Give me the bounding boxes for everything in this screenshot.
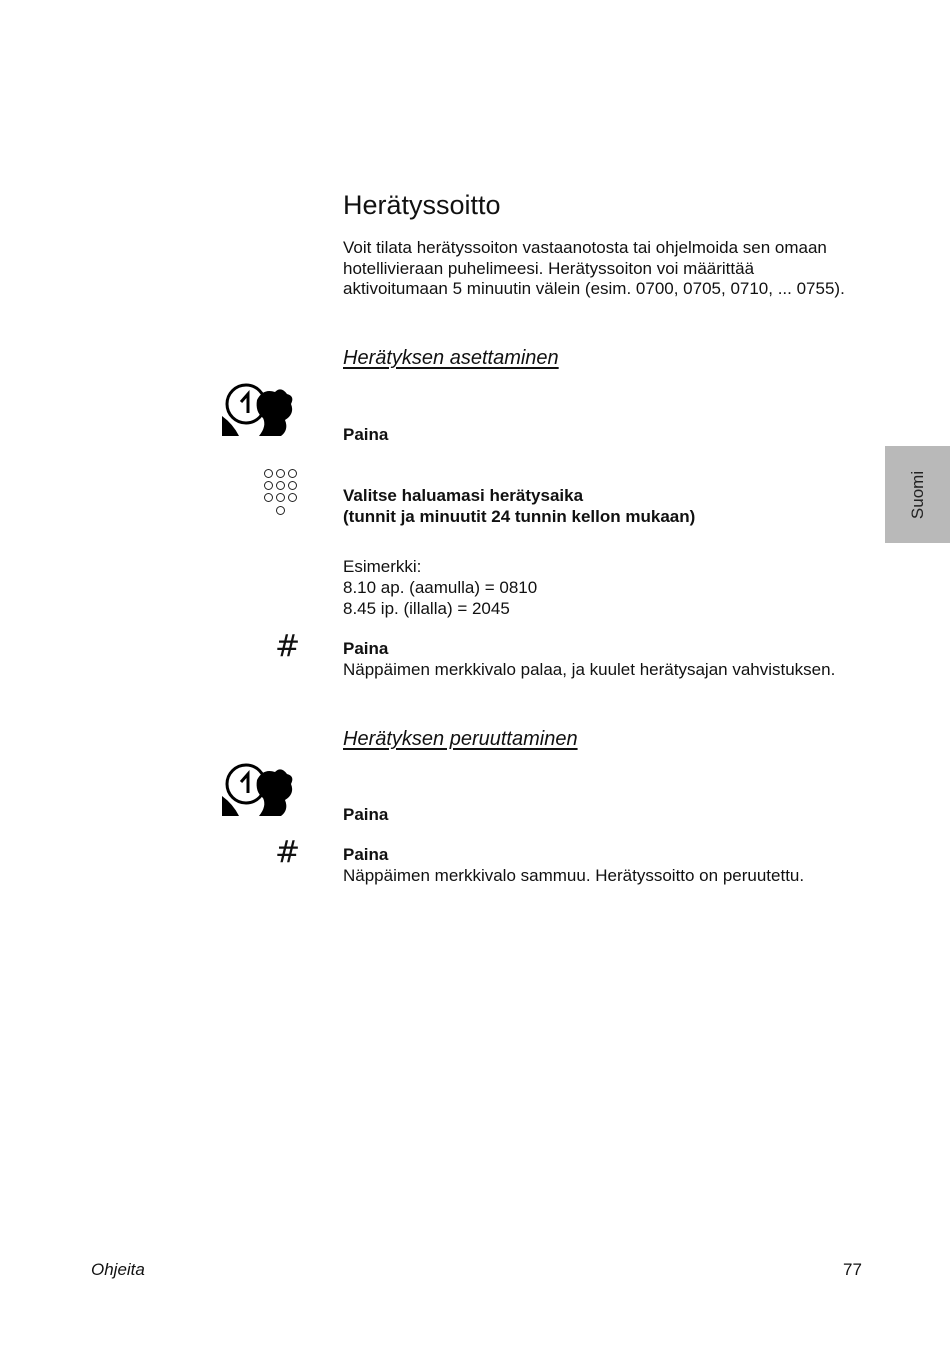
language-tab bbox=[885, 446, 950, 543]
intro-paragraph bbox=[343, 238, 883, 300]
step-label: Paina bbox=[343, 425, 389, 444]
wakeup-key-icon bbox=[219, 380, 295, 438]
example-title: Esimerkki: bbox=[343, 557, 422, 576]
step-description: Näppäimen merkkivalo sammuu. Herätyssoitto on peruutettu. bbox=[343, 866, 805, 885]
language-tab-label: Suomi bbox=[907, 470, 927, 519]
hash-key-icon: # bbox=[275, 629, 301, 664]
page-number: 77 bbox=[843, 1260, 862, 1279]
intro-line: Voit tilata herätyssoiton vastaanotosta tai ohjelmoida sen omaan bbox=[343, 238, 827, 257]
step-label: Paina bbox=[343, 805, 389, 824]
example-line: 8.45 ip. (illalla) = 2045 bbox=[343, 599, 510, 618]
step-instruction: Valitse haluamasi herätysaika bbox=[343, 486, 584, 505]
intro-line: hotellivieraan puhelimeesi. Herätyssoiton voi määrittää bbox=[343, 258, 755, 278]
section-heading-set: Herätyksen asettaminen bbox=[343, 347, 559, 369]
section-heading-cancel: Herätyksen peruuttaminen bbox=[343, 728, 578, 750]
intro-line: aktivoitumaan 5 minuutin välein (esim. 0700, 0705, 0710, ... 0755). bbox=[343, 279, 845, 298]
step-instruction-detail: (tunnit ja minuutit 24 tunnin kellon mukaan) bbox=[343, 507, 696, 526]
hash-key-icon: # bbox=[275, 835, 301, 870]
step-label: Paina bbox=[343, 639, 389, 658]
footer-section-name: Ohjeita bbox=[91, 1260, 145, 1279]
wakeup-key-icon bbox=[219, 760, 295, 818]
step-description: Näppäimen merkkivalo palaa, ja kuulet herätysajan vahvistuksen. bbox=[343, 660, 836, 679]
step-label: Paina bbox=[343, 845, 389, 864]
example-line: 8.10 ap. (aamulla) = 0810 bbox=[343, 578, 538, 597]
page-title: Herätyssoitto bbox=[343, 190, 501, 220]
keypad-icon bbox=[264, 469, 300, 517]
